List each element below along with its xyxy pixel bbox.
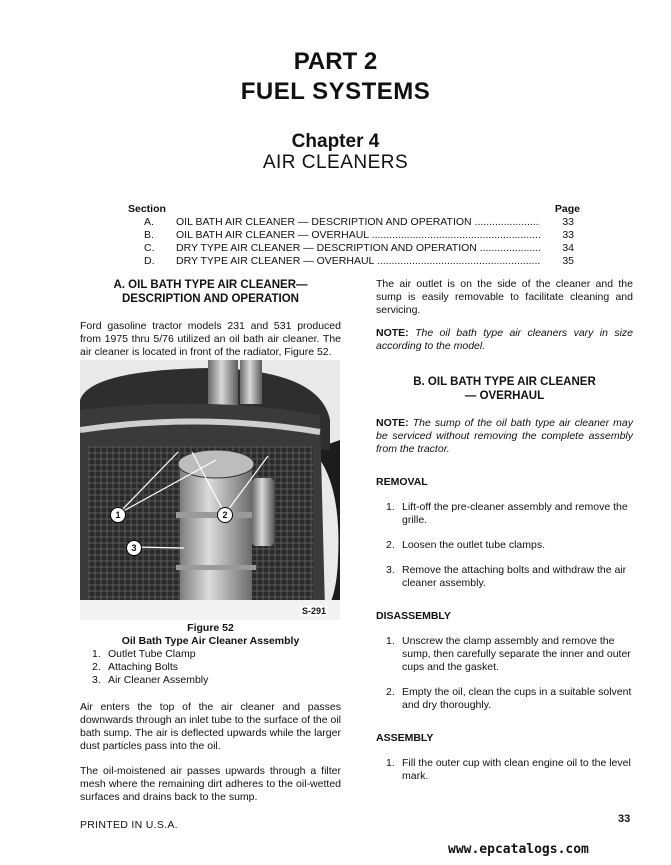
- watermark: www.epcatalogs.com: [448, 842, 589, 857]
- toc-entry-title: OIL BATH AIR CLEANER — DESCRIPTION AND OPERATION .....: [176, 216, 540, 229]
- section-b-heading: B. OIL BATH TYPE AIR CLEANER — OVERHAUL: [413, 376, 596, 402]
- legend-item: 2. Attaching Bolts: [92, 661, 179, 673]
- list-item: 2. Empty the oil, clean the cups in a suitable solvent and dry thoroughly.: [386, 686, 632, 711]
- figure-52-photo: [80, 360, 340, 620]
- callout-1: 1: [110, 507, 126, 523]
- removal-heading: REMOVAL: [376, 476, 428, 488]
- disassembly-heading: DISASSEMBLY: [376, 610, 451, 622]
- toc-entry-letter: A.: [144, 216, 154, 228]
- section-a-heading: A. OIL BATH TYPE AIR CLEANER— DESCRIPTION AND OPERATION: [113, 279, 308, 305]
- toc-entry-page: 34: [562, 242, 574, 254]
- toc-entry[interactable]: [128, 216, 580, 229]
- list-item: 3. Remove the attaching bolts and withdraw the air cleaner assembly.: [386, 564, 627, 589]
- figure-title: Oil Bath Type Air Cleaner Assembly: [121, 635, 300, 647]
- toc-entry-title: DRY TYPE AIR CLEANER — OVERHAUL .....: [176, 255, 540, 268]
- toc-entry[interactable]: [128, 229, 580, 242]
- list-item: 1. Lift-off the pre-cleaner assembly and remove the grille.: [386, 501, 628, 526]
- toc-section-label: Section: [128, 203, 166, 215]
- list-item: 1. Unscrew the clamp assembly and remove the sump, then carefully separate the inner and outer cups and the gasket.: [386, 635, 631, 673]
- toc-entry-title: DRY TYPE AIR CLEANER — DESCRIPTION AND OPERATION .....: [176, 242, 540, 255]
- right-column: [376, 278, 633, 795]
- toc-entry-letter: D.: [144, 255, 155, 267]
- toc-entry[interactable]: [128, 255, 580, 268]
- chapter-title: Chapter 4: [291, 131, 380, 152]
- assembly-steps: [376, 757, 633, 783]
- toc-header: [128, 203, 580, 216]
- disassembly-steps: [376, 635, 633, 712]
- toc-page-label: Page: [554, 203, 580, 215]
- list-item: 1. Fill the outer cup with clean engine oil to the level mark.: [386, 757, 631, 782]
- toc-entry-letter: C.: [144, 242, 155, 254]
- left-column: [80, 278, 341, 359]
- list-item: 2. Loosen the outlet tube clamps.: [386, 539, 546, 551]
- section-a-para1: Air enters the top of the air cleaner and passes downwards through an inlet tube to the surface of the oil bath sump. The air is deflected upwards while the larger dust particles pass into the oil.: [80, 701, 341, 752]
- assembly-heading: ASSEMBLY: [376, 732, 434, 744]
- toc-entry-title: OIL BATH AIR CLEANER — OVERHAUL .....: [176, 229, 540, 242]
- figure-caption: [80, 622, 341, 804]
- figure-code: S-291: [302, 606, 327, 616]
- part-subtitle: FUEL SYSTEMS: [240, 78, 431, 105]
- printed-in-footer: PRINTED IN U.S.A.: [80, 819, 178, 831]
- section-b-note: NOTE: The sump of the oil bath type air cleaner may be serviced without removing the complete assembly from the tractor.: [376, 417, 634, 455]
- toc-entry-page: 33: [562, 216, 574, 228]
- section-a-note: NOTE: The oil bath type air cleaners vary in size according to the model.: [376, 327, 633, 352]
- callout-3: 3: [126, 540, 142, 556]
- removal-steps: [376, 501, 633, 590]
- toc-entry-page: 35: [562, 255, 574, 267]
- page-number: 33: [618, 813, 631, 825]
- table-of-contents: [128, 203, 580, 268]
- legend-item: 3. Air Cleaner Assembly: [92, 674, 209, 686]
- callout-2: 2: [217, 507, 233, 523]
- section-a-para3: The air outlet is on the side of the cleaner and the sump is easily removable to facilitate cleaning and servicing.: [376, 278, 633, 316]
- toc-entry-page: 33: [562, 229, 574, 241]
- legend-item: 1. Outlet Tube Clamp: [92, 648, 196, 660]
- part-title: PART 2: [293, 48, 378, 75]
- figure-label: Figure 52: [187, 622, 234, 634]
- section-a-para2: The oil-moistened air passes upwards through a filter mesh where the remaining dirt adheres to the oil-wetted surfaces and drains back to the sump.: [80, 765, 341, 803]
- toc-entry[interactable]: [128, 242, 580, 255]
- chapter-subtitle: AIR CLEANERS: [262, 152, 409, 173]
- section-a-intro: Ford gasoline tractor models 231 and 531 produced from 1975 thru 5/76 utilized an oil bath air cleaner. The air cleaner is located in front of the radiator, Figure 52.: [80, 320, 341, 358]
- air-cleaner-photo: [80, 360, 340, 620]
- toc-entry-letter: B.: [144, 229, 154, 241]
